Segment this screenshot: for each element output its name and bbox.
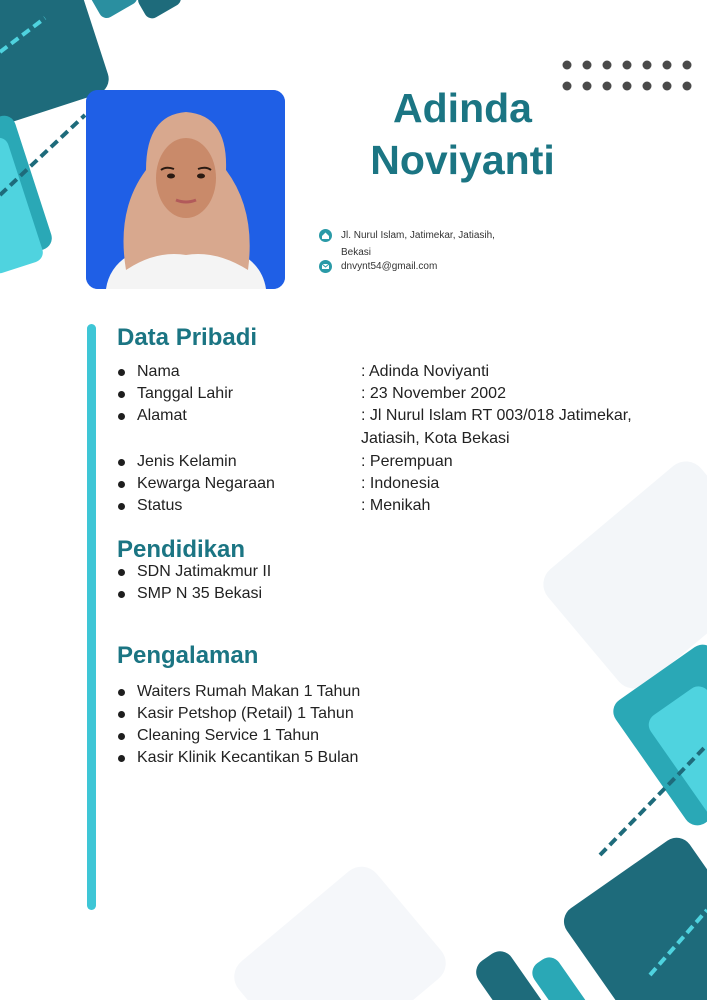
section-title-experience: Pengalaman: [117, 642, 259, 669]
bullet: [118, 711, 125, 718]
bullet: [118, 755, 125, 762]
address-line-2: Bekasi: [341, 247, 372, 258]
experience-item: Cleaning Service 1 Tahun: [137, 727, 320, 744]
first-name: Adinda: [393, 85, 532, 131]
bullet: [118, 481, 125, 488]
deco-shape-br-dark: [558, 831, 707, 1000]
personal-label: Jenis Kelamin: [137, 453, 237, 470]
deco-faint-shape-2: [226, 859, 454, 1000]
personal-value: : Indonesia: [361, 475, 440, 492]
section-accent-bar: [87, 324, 96, 910]
candidate-name: [340, 82, 585, 186]
deco-shape-bottom-2: [528, 953, 593, 1000]
personal-value-continued: Jatiasih, Kota Bekasi: [361, 430, 510, 447]
personal-value: : Perempuan: [361, 453, 453, 470]
email-text: dnvynt54@gmail.com: [341, 261, 438, 272]
bullet: [118, 459, 125, 466]
education-item: SDN Jatimakmur II: [137, 563, 272, 580]
bullet: [118, 369, 125, 376]
bullet: [118, 733, 125, 740]
personal-label: Alamat: [137, 407, 187, 424]
education-item: SMP N 35 Bekasi: [137, 585, 263, 602]
personal-label: Status: [137, 497, 183, 514]
personal-value: : Adinda Noviyanti: [361, 363, 490, 380]
bullet: [118, 689, 125, 696]
home-icon: [319, 229, 332, 242]
personal-label: Nama: [137, 363, 180, 380]
bullet: [118, 413, 125, 420]
last-name: Noviyanti: [370, 137, 555, 183]
bullet: [118, 569, 125, 576]
bullet: [118, 591, 125, 598]
personal-value: : Jl Nurul Islam RT 003/018 Jatimekar,: [361, 407, 632, 424]
deco-shape-top-small-2: [135, 0, 184, 21]
bullet: [118, 391, 125, 398]
profile-photo: [86, 90, 285, 289]
personal-label: Tanggal Lahir: [137, 385, 234, 402]
personal-value: : Menikah: [361, 497, 431, 514]
personal-value: : 23 November 2002: [361, 385, 506, 402]
experience-item: Waiters Rumah Makan 1 Tahun: [137, 683, 361, 700]
experience-item: Kasir Klinik Kecantikan 5 Bulan: [137, 749, 359, 766]
address-line-1: Jl. Nurul Islam, Jatimekar, Jatiasih,: [341, 230, 495, 241]
experience-item: Kasir Petshop (Retail) 1 Tahun: [137, 705, 354, 722]
mail-icon: [319, 260, 332, 273]
section-title-education: Pendidikan: [117, 536, 246, 563]
section-title-personal: Data Pribadi: [117, 324, 258, 351]
bullet: [118, 503, 125, 510]
personal-label: Kewarga Negaraan: [137, 475, 275, 492]
deco-shape-top-small-1: [88, 0, 140, 21]
